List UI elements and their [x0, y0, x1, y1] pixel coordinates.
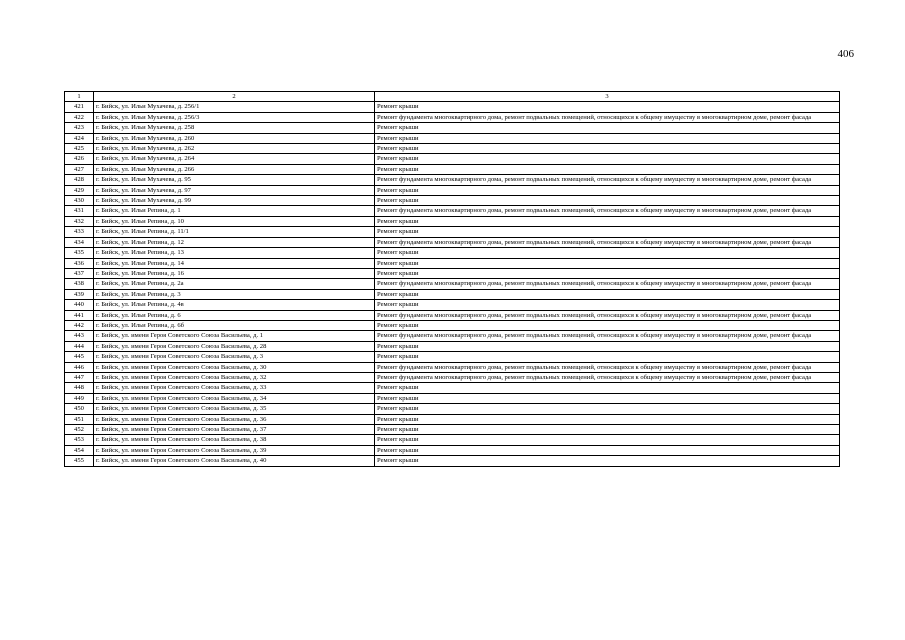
row-address: г. Бийск, ул. Ильи Репина, д. 6б	[94, 320, 375, 330]
table-row	[65, 414, 840, 424]
row-work-type: Ремонт крыши	[375, 414, 840, 424]
row-work-type: Ремонт фундамента многоквартирного дома, ремонт подвальных помещений, относящихся к общему имуществу в многоквартирном доме, ремонт фасада	[375, 362, 840, 372]
row-address: г. Бийск, ул. Ильи Репина, д. 11/1	[94, 227, 375, 237]
table-row	[65, 227, 840, 237]
row-work-type: Ремонт крыши	[375, 144, 840, 154]
row-number: 422	[65, 112, 94, 122]
row-address: г. Бийск, ул. имени Героя Советского Союза Васильева, д. 40	[94, 456, 375, 466]
row-number: 448	[65, 383, 94, 393]
row-work-type: Ремонт крыши	[375, 268, 840, 278]
row-work-type: Ремонт крыши	[375, 383, 840, 393]
table-row	[65, 456, 840, 466]
row-work-type: Ремонт крыши	[375, 456, 840, 466]
table-row	[65, 133, 840, 143]
row-number: 452	[65, 425, 94, 435]
row-work-type: Ремонт крыши	[375, 341, 840, 351]
row-address: г. Бийск, ул. имени Героя Советского Союза Васильева, д. 39	[94, 445, 375, 455]
table-row	[65, 300, 840, 310]
row-work-type: Ремонт крыши	[375, 164, 840, 174]
row-work-type: Ремонт фундамента многоквартирного дома, ремонт подвальных помещений, относящихся к общему имуществу в многоквартирном доме, ремонт фасада	[375, 310, 840, 320]
row-work-type: Ремонт крыши	[375, 289, 840, 299]
table-row	[65, 196, 840, 206]
row-number: 440	[65, 300, 94, 310]
row-number: 446	[65, 362, 94, 372]
table-row	[65, 310, 840, 320]
row-number: 431	[65, 206, 94, 216]
table-row	[65, 372, 840, 382]
row-address: г. Бийск, ул. Ильи Репина, д. 13	[94, 248, 375, 258]
row-work-type: Ремонт крыши	[375, 352, 840, 362]
row-work-type: Ремонт фундамента многоквартирного дома, ремонт подвальных помещений, относящихся к общему имуществу в многоквартирном доме, ремонт фасада	[375, 175, 840, 185]
row-work-type: Ремонт крыши	[375, 227, 840, 237]
table-row	[65, 435, 840, 445]
row-number: 433	[65, 227, 94, 237]
row-address: г. Бийск, ул. Ильи Мухачева, д. 262	[94, 144, 375, 154]
row-work-type: Ремонт фундамента многоквартирного дома, ремонт подвальных помещений, относящихся к общему имуществу в многоквартирном доме, ремонт фасада	[375, 279, 840, 289]
row-address: г. Бийск, ул. Ильи Репина, д. 10	[94, 216, 375, 226]
table-row	[65, 258, 840, 268]
row-work-type: Ремонт крыши	[375, 258, 840, 268]
row-address: г. Бийск, ул. имени Героя Советского Союза Васильева, д. 38	[94, 435, 375, 445]
row-number: 438	[65, 279, 94, 289]
table-row	[65, 331, 840, 341]
row-work-type: Ремонт фундамента многоквартирного дома, ремонт подвальных помещений, относящихся к общему имуществу в многоквартирном доме, ремонт фасада	[375, 206, 840, 216]
row-work-type: Ремонт фундамента многоквартирного дома, ремонт подвальных помещений, относящихся к общему имуществу в многоквартирном доме, ремонт фасада	[375, 237, 840, 247]
row-address: г. Бийск, ул. имени Героя Советского Союза Васильева, д. 37	[94, 425, 375, 435]
table-row	[65, 216, 840, 226]
row-number: 423	[65, 123, 94, 133]
row-work-type: Ремонт крыши	[375, 154, 840, 164]
row-address: г. Бийск, ул. Ильи Репина, д. 14	[94, 258, 375, 268]
row-number: 434	[65, 237, 94, 247]
table-row	[65, 144, 840, 154]
row-address: г. Бийск, ул. Ильи Мухачева, д. 258	[94, 123, 375, 133]
row-number: 453	[65, 435, 94, 445]
row-work-type: Ремонт крыши	[375, 185, 840, 195]
row-work-type: Ремонт крыши	[375, 445, 840, 455]
row-number: 447	[65, 372, 94, 382]
row-number: 435	[65, 248, 94, 258]
header-col-1: 1	[65, 92, 94, 102]
row-address: г. Бийск, ул. Ильи Репина, д. 3	[94, 289, 375, 299]
table-row	[65, 164, 840, 174]
row-work-type: Ремонт крыши	[375, 393, 840, 403]
row-number: 451	[65, 414, 94, 424]
row-number: 429	[65, 185, 94, 195]
row-number: 441	[65, 310, 94, 320]
table-row	[65, 123, 840, 133]
row-address: г. Бийск, ул. Ильи Репина, д. 4в	[94, 300, 375, 310]
table-row	[65, 289, 840, 299]
row-number: 436	[65, 258, 94, 268]
row-number: 428	[65, 175, 94, 185]
table-row	[65, 383, 840, 393]
row-number: 444	[65, 341, 94, 351]
table-row	[65, 237, 840, 247]
table-row	[65, 112, 840, 122]
row-address: г. Бийск, ул. Ильи Репина, д. 16	[94, 268, 375, 278]
repair-table	[64, 91, 840, 467]
row-number: 454	[65, 445, 94, 455]
row-address: г. Бийск, ул. Ильи Мухачева, д. 264	[94, 154, 375, 164]
row-work-type: Ремонт крыши	[375, 248, 840, 258]
header-col-3: 3	[375, 92, 840, 102]
page-number: 406	[837, 48, 854, 60]
row-address: г. Бийск, ул. Ильи Репина, д. 2а	[94, 279, 375, 289]
table-row	[65, 279, 840, 289]
row-address: г. Бийск, ул. имени Героя Советского Союза Васильева, д. 28	[94, 341, 375, 351]
row-number: 439	[65, 289, 94, 299]
table-row	[65, 425, 840, 435]
row-work-type: Ремонт крыши	[375, 216, 840, 226]
table-row	[65, 445, 840, 455]
table-row	[65, 154, 840, 164]
header-col-2: 2	[94, 92, 375, 102]
table-row	[65, 102, 840, 112]
table-body	[65, 102, 840, 466]
row-number: 443	[65, 331, 94, 341]
row-address: г. Бийск, ул. Ильи Мухачева, д. 256/1	[94, 102, 375, 112]
row-work-type: Ремонт крыши	[375, 404, 840, 414]
table-row	[65, 352, 840, 362]
row-number: 437	[65, 268, 94, 278]
row-number: 432	[65, 216, 94, 226]
row-number: 424	[65, 133, 94, 143]
table-header-row	[65, 92, 840, 102]
row-address: г. Бийск, ул. имени Героя Советского Союза Васильева, д. 32	[94, 372, 375, 382]
row-work-type: Ремонт фундамента многоквартирного дома, ремонт подвальных помещений, относящихся к общему имуществу в многоквартирном доме, ремонт фасада	[375, 112, 840, 122]
row-address: г. Бийск, ул. имени Героя Советского Союза Васильева, д. 33	[94, 383, 375, 393]
row-work-type: Ремонт крыши	[375, 435, 840, 445]
table-row	[65, 175, 840, 185]
row-address: г. Бийск, ул. имени Героя Советского Союза Васильева, д. 1	[94, 331, 375, 341]
table-row	[65, 206, 840, 216]
row-address: г. Бийск, ул. имени Героя Советского Союза Васильева, д. 3	[94, 352, 375, 362]
row-number: 421	[65, 102, 94, 112]
row-number: 425	[65, 144, 94, 154]
row-number: 455	[65, 456, 94, 466]
row-number: 450	[65, 404, 94, 414]
row-address: г. Бийск, ул. Ильи Мухачева, д. 99	[94, 196, 375, 206]
row-work-type: Ремонт фундамента многоквартирного дома, ремонт подвальных помещений, относящихся к общему имуществу в многоквартирном доме, ремонт фасада	[375, 372, 840, 382]
table-row	[65, 268, 840, 278]
row-address: г. Бийск, ул. Ильи Мухачева, д. 95	[94, 175, 375, 185]
row-address: г. Бийск, ул. Ильи Мухачева, д. 260	[94, 133, 375, 143]
row-number: 430	[65, 196, 94, 206]
table-row	[65, 404, 840, 414]
table-row	[65, 320, 840, 330]
row-work-type: Ремонт крыши	[375, 300, 840, 310]
row-work-type: Ремонт крыши	[375, 196, 840, 206]
row-address: г. Бийск, ул. Ильи Мухачева, д. 97	[94, 185, 375, 195]
row-address: г. Бийск, ул. имени Героя Советского Союза Васильева, д. 30	[94, 362, 375, 372]
row-address: г. Бийск, ул. Ильи Репина, д. 6	[94, 310, 375, 320]
row-address: г. Бийск, ул. имени Героя Советского Союза Васильева, д. 35	[94, 404, 375, 414]
row-address: г. Бийск, ул. Ильи Мухачева, д. 266	[94, 164, 375, 174]
row-work-type: Ремонт фундамента многоквартирного дома, ремонт подвальных помещений, относящихся к общему имуществу в многоквартирном доме, ремонт фасада	[375, 331, 840, 341]
row-work-type: Ремонт крыши	[375, 320, 840, 330]
row-work-type: Ремонт крыши	[375, 425, 840, 435]
row-address: г. Бийск, ул. Ильи Репина, д. 12	[94, 237, 375, 247]
row-address: г. Бийск, ул. Ильи Репина, д. 1	[94, 206, 375, 216]
row-number: 445	[65, 352, 94, 362]
table-row	[65, 185, 840, 195]
row-number: 426	[65, 154, 94, 164]
row-work-type: Ремонт крыши	[375, 123, 840, 133]
table-row	[65, 393, 840, 403]
table-row	[65, 341, 840, 351]
row-address: г. Бийск, ул. имени Героя Советского Союза Васильева, д. 36	[94, 414, 375, 424]
row-address: г. Бийск, ул. имени Героя Советского Союза Васильева, д. 34	[94, 393, 375, 403]
row-address: г. Бийск, ул. Ильи Мухачева, д. 256/3	[94, 112, 375, 122]
row-number: 427	[65, 164, 94, 174]
table-row	[65, 362, 840, 372]
table-row	[65, 248, 840, 258]
row-number: 449	[65, 393, 94, 403]
row-work-type: Ремонт крыши	[375, 102, 840, 112]
row-number: 442	[65, 320, 94, 330]
row-work-type: Ремонт крыши	[375, 133, 840, 143]
